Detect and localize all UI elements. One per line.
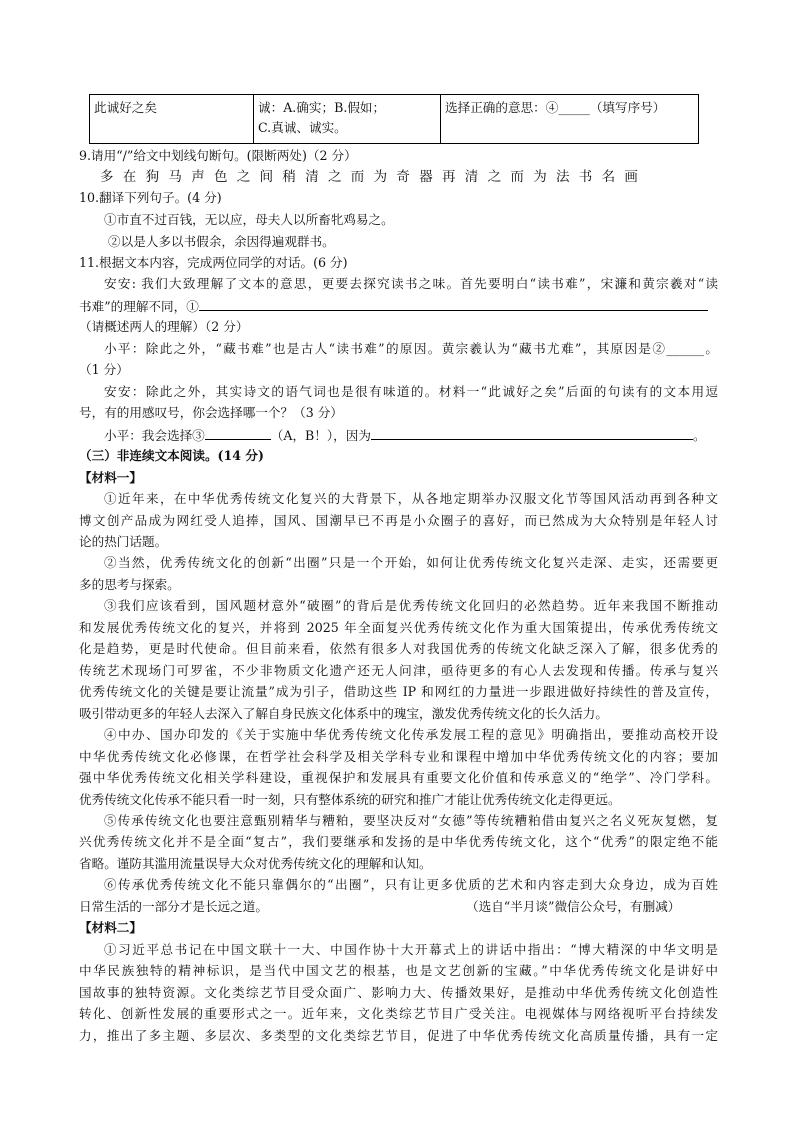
material-2-line: 转化、创新性发展的重要形式之一。近年来，文化类综艺节目广受关注。电视媒体与网络视听平台持续发 — [79, 1006, 718, 1021]
material-1-line: 论的热门话题。 — [79, 534, 168, 549]
q9-sentence: 多在狗马声色之间稍清之而为奇器再清之而为法书名画 — [100, 169, 648, 185]
material-1-line: 化是趋势，更是时代使命。但目前来看，依然有很多人对我国优秀的传统文化缺乏深入了解，很多优秀的 — [79, 641, 718, 656]
q10-title: 10.翻译下列句子。(4 分) — [79, 190, 222, 205]
answer-blank-3a[interactable] — [205, 425, 271, 440]
material-1-title: 【材料一】 — [79, 470, 142, 485]
material-1-line: 传统艺术现场门可罗雀，不少非物质文化遗产还无人问津，亟待更多的有心人去发现和传播。传承与复兴 — [79, 663, 718, 678]
material-1-line: 强中华优秀传统文化相关学科建设，重视保护和发展具有重要文化价值和传承意义的“绝学”、冷门学科。 — [79, 770, 718, 785]
q11-dialogue-1: 安安: 我们大致理解了文本的意思，更要去探究读书之味。首先要明白“读书难”，宋濂和黄宗羲对“读 — [104, 276, 718, 291]
q11-dialogue-2: 小平：除此之外，“藏书难”也是古人“读书难”的原因。黄宗羲认为“藏书尤难”，其原因是②______。 — [104, 341, 718, 356]
answer-blank-1[interactable] — [199, 296, 708, 311]
options-line-2: C.真诚、诚实。 — [258, 120, 347, 135]
q11-dialogue-1-note: （请概述两人的理解）（2 分） — [79, 319, 249, 334]
material-1-line: ①近年来，在中华优秀传统文化复兴的大背景下，从各地定期举办汉服文化节等国风活动再到各种文 — [104, 491, 718, 506]
table-cell-prompt: 选择正确的意思：④_____（填写序号） — [441, 95, 699, 144]
table-cell-options — [254, 95, 441, 144]
q11-dialogue-4-a: 小平：我会选择③ — [104, 428, 205, 443]
q11-dialogue-3: 安安：除此之外，其实诗文的语气词也是很有味道的。材料一“此诚好之矣”后面的句读有的文本用逗 — [104, 384, 718, 399]
material-1-line: 省略。谨防其滥用流量误导大众对优秀传统文化的理解和认知。 — [79, 856, 432, 871]
material-1-line: 优秀传统文化的关键是要让流量”成为引子，借助这些 IP 和网红的力量进一步跟进做好持续性的普及宣传， — [79, 684, 718, 699]
q10-sentence-2: ②以是人多以书假余，余因得遍观群书。 — [108, 234, 335, 249]
q11-dialogue-4-b: （A，B！），因为 — [270, 428, 371, 443]
q11-dialogue-4 — [104, 425, 706, 446]
q10-sentence-1: ①市直不过百钱，无以应，母夫人以所畜牝鸡易之。 — [104, 212, 394, 227]
options-line-1: 诚：A.确实；B.假如； — [258, 100, 386, 115]
q9-title: 9.请用“/”给文中划线句断句。(限断两处)（2 分） — [79, 148, 357, 163]
material-2-line: 国故事的独特资源。文化类综艺节目受众面广、影响力大、传播效果好，是推动中华优秀传统文化创造性 — [79, 985, 718, 1000]
material-1-line: ③我们应该看到，国风题材意外“破圈”的背后是优秀传统文化回归的必然趋势。近年来我国不断推动 — [104, 598, 718, 613]
material-1-line: 日常生活的一部分才是长远之道。 — [79, 899, 268, 914]
material-1-line: 多的思考与探索。 — [79, 577, 180, 592]
section-3-title: （三）非连续文本阅读。(14 分) — [79, 448, 264, 463]
material-1-line: ②当然，优秀传统文化的创新“出圈”只是一个开始，如何让优秀传统文化复兴走深、走实，还需要更 — [104, 555, 718, 570]
material-1-source: （选自“半月谈”微信公众号，有删减） — [466, 899, 681, 914]
material-1-line: ④中办、国办印发的《关于实施中华优秀传统文化传承发展工程的意见》明确指出，要推动高校开设 — [104, 727, 718, 742]
material-1-line: 吸引带动更多的年轻人去深入了解自身民族文化体系中的瑰宝，激发优秀传统文化的长久活力。 — [79, 706, 608, 721]
table-cell-sentence: 此诚好之矣 — [90, 95, 254, 144]
material-2-line: 力，推出了多主题、多层次、多类型的文化类综艺节目，促进了中华优秀传统文化高质量传播，具有一定 — [79, 1028, 718, 1043]
material-1-line: 兴优秀传统文化并不是全面“复古”，我们要继承和发扬的是中华优秀传统文化，这个“优秀”的限定绝不能 — [79, 834, 718, 849]
q11-dialogue-2-score: （1 分） — [79, 362, 129, 377]
material-2-line: ①习近平总书记在中国文联十一大、中国作协十大开幕式上的讲话中指出：“博大精深的中华文明是 — [104, 942, 718, 957]
material-1-line: ⑥传承优秀传统文化不能只靠偶尔的“出圈”，只有让更多优质的艺术和内容走到大众身边，成为百姓 — [104, 877, 718, 892]
q11-dialogue-4-c: 。 — [692, 428, 706, 443]
material-2-line: 中华民族独特的精神标识，是当代中国文艺的根基，也是文艺创新的宝藏。”中华优秀传统文化是讲好中 — [79, 963, 718, 978]
material-1-line: 中华优秀传统文化必修课，在哲学社会科学及相关学科专业和课程中增加中华优秀传统文化的内容；要加 — [79, 749, 718, 764]
material-1-line: 博文创产品成为网红受人追捧，国风、国潮早已不再是小众圈子的喜好，而已然成为大众特别是年轻人讨 — [79, 513, 718, 528]
q11-dialogue-1-text: 书难”的理解不同，① — [79, 299, 199, 314]
q11-dialogue-1-cont — [79, 296, 708, 317]
table-row — [90, 95, 699, 144]
material-1-line: ⑤传承传统文化也要注意甄别精华与糟粕，要坚决反对“女德”等传统糟粕借由复兴之名义死灰复燃，复 — [104, 813, 718, 828]
material-2-title: 【材料二】 — [79, 920, 142, 935]
material-1-line: 优秀传统文化传承不能只看一时一刻，只有整体系统的研究和推广才能让优秀传统文化走得更远。 — [79, 792, 621, 807]
material-1-line: 和发展优秀传统文化的复兴，并将到 2025 年全面复兴优秀传统文化作为重大国策提出，传承优秀传统文 — [79, 620, 718, 635]
q11-title: 11.根据文本内容，完成两位同学的对话。(6 分) — [79, 255, 348, 270]
q11-dialogue-3-cont: 号，有的用感叹号，你会选择哪一个？（3 分） — [79, 405, 343, 420]
answer-blank-3b[interactable] — [371, 425, 693, 440]
vocab-table — [89, 94, 699, 144]
